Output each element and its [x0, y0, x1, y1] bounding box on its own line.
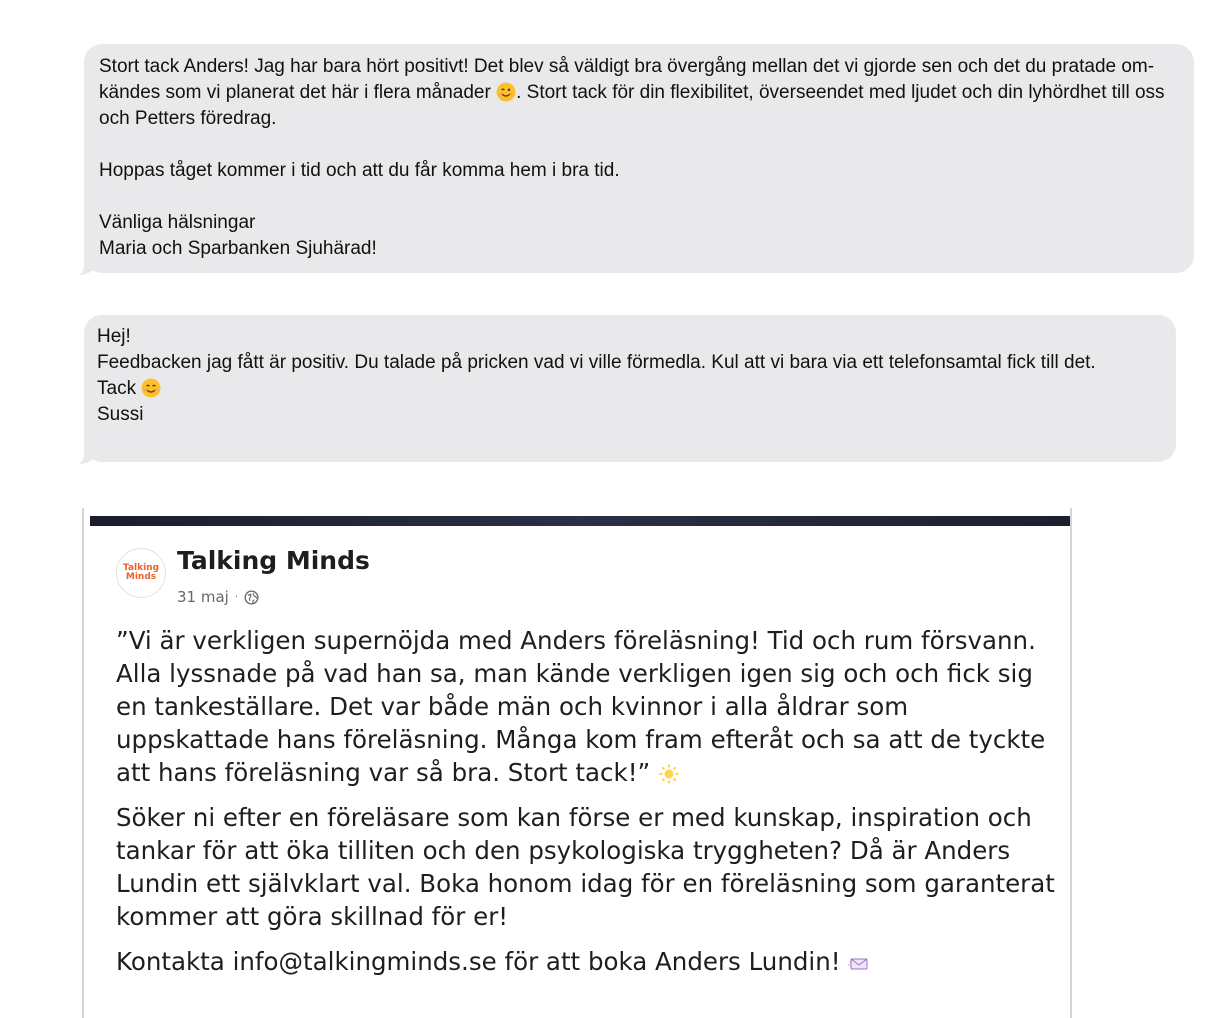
- envelope-icon: [848, 952, 870, 974]
- post-body: [116, 624, 1056, 990]
- post-paragraph: [116, 624, 1056, 789]
- message-text: [97, 324, 1160, 428]
- bubble-tail: [78, 253, 100, 275]
- meta-separator: ·: [234, 591, 239, 603]
- post-meta: [177, 588, 259, 606]
- message-text: Hoppas tåget kommer i tid och att du får komma hem i bra tid.: [99, 160, 620, 181]
- bubble-tail: [78, 442, 100, 464]
- sun-icon: [658, 763, 680, 785]
- facebook-post-card: [82, 508, 1072, 1018]
- post-date[interactable]: 31 maj: [177, 588, 229, 606]
- winking-face-icon: [496, 82, 516, 102]
- post-quote: ”Vi är verkligen supernöjda med Anders föreläsning! Tid och rum försvann. Alla lyssnade på vad han sa, man kände verkligen igen sig och och fick sig en tankeställare. Det var både män och kvinnor i alla åldrar som uppskattade hans föreläsning. Många kom fram efteråt och sa att de tyckte att hans föreläsning var så bra. Stort tack!”: [116, 626, 1046, 787]
- message-line: Stort tack Anders! Jag har bara hört positivt! Det blev så väldigt bra övergång mellan det vi gjorde sen och det du pratade om- kändes som vi planerat det här i flera månader: [99, 56, 1155, 103]
- smiling-face-icon: [141, 378, 161, 398]
- post-paragraph: Söker ni efter en föreläsare som kan förse er med kunskap, inspiration och tankar för att öka tilliten och den psykologiska tryggheten? Då är Anders Lundin ett självklart val. Boka honom idag för en föreläsning som garanterat kommer att göra skillnad för er!: [116, 803, 1055, 931]
- post-paragraph: [116, 945, 1056, 978]
- avatar-text: Minds: [125, 572, 157, 582]
- post-contact: Kontakta info@talkingminds.se för att boka Anders Lundin!: [116, 947, 849, 976]
- post-image-strip: [90, 516, 1070, 526]
- page-avatar[interactable]: [116, 548, 166, 598]
- message-text: [99, 54, 1178, 132]
- message-line: Hej! Feedbacken jag fått är positiv. Du talade på pricken vad vi ville förmedla. Kul att vi bara via ett telefonsamtal fick till det. Tack: [97, 326, 1096, 399]
- globe-icon: [244, 590, 259, 605]
- message-line: . Stort tack för din flexibilitet, överseendet med ljudet och din lyhördhet till oss och Petters föredrag.: [99, 82, 1165, 129]
- message-bubble-maria: [84, 44, 1194, 273]
- message-bubble-sussi: [84, 315, 1176, 462]
- page-name-link[interactable]: Talking Minds: [177, 546, 370, 575]
- avatar-text: Talking: [122, 563, 160, 573]
- message-line: Sussi: [97, 404, 144, 425]
- message-signature: Vänliga hälsningar Maria och Sparbanken Sjuhärad!: [99, 212, 377, 259]
